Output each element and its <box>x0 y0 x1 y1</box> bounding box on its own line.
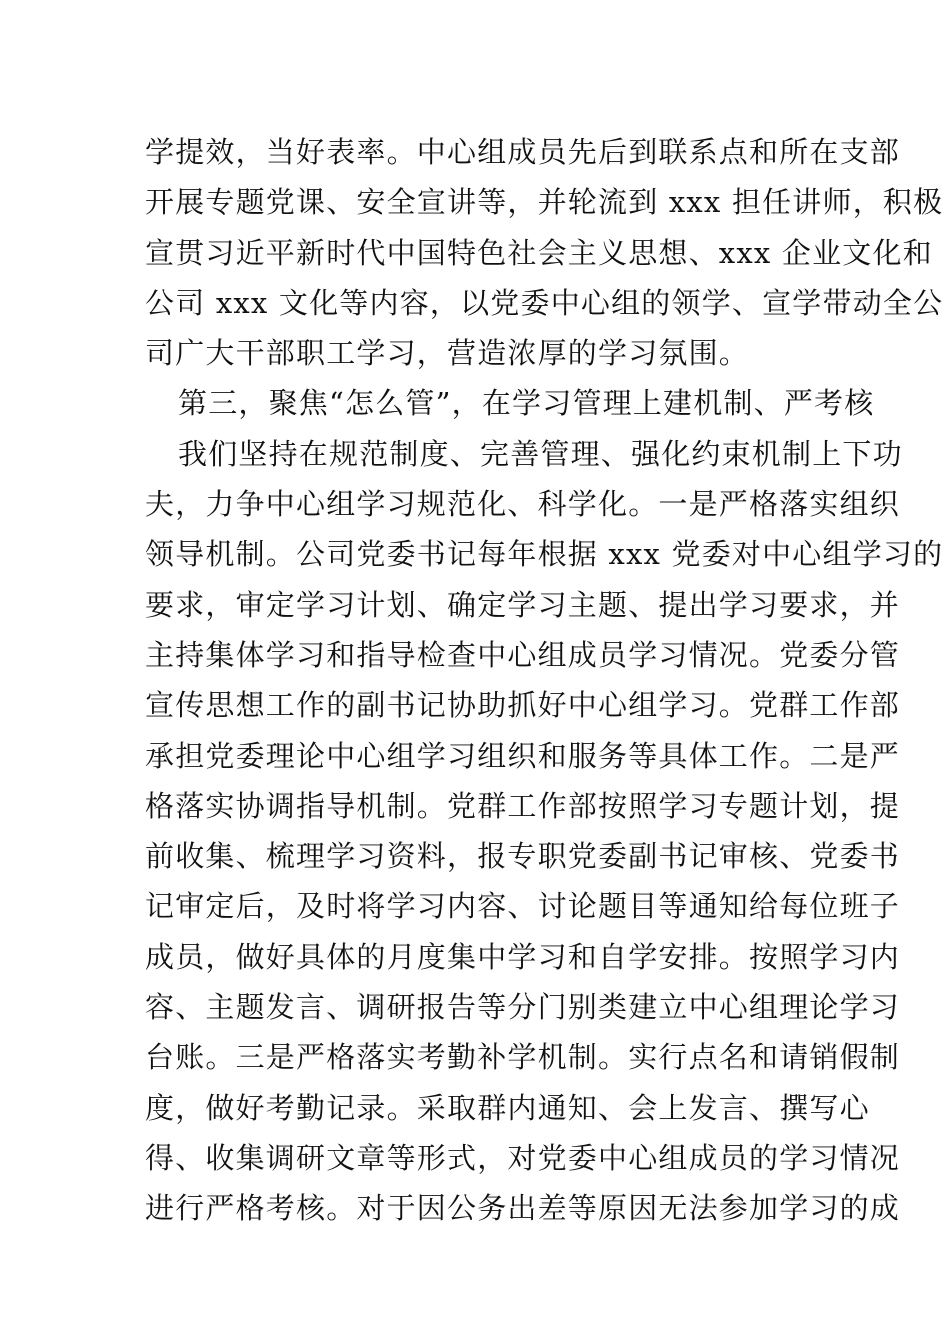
body-text <box>145 127 944 1234</box>
text-line: 开展专题党课、安全宣讲等，并轮流到 xxx 担任讲师，积极 <box>145 185 944 220</box>
text-line: 前收集、梳理学习资料，报专职党委副书记审核、党委书 <box>145 839 901 874</box>
text-line: 容、主题发言、调研报告等分门别类建立中心组理论学习 <box>145 990 901 1025</box>
text-line: 格落实协调指导机制。党群工作部按照学习专题计划，提 <box>145 788 901 823</box>
text-line: 记审定后，及时将学习内容、讨论题目等通知给每位班子 <box>145 889 901 924</box>
text-line: 主持集体学习和指导检查中心组成员学习情况。党委分管 <box>145 637 901 672</box>
text-line: 领导机制。公司党委书记每年根据 xxx 党委对中心组学习的 <box>145 537 944 572</box>
text-line: 承担党委理论中心组学习组织和服务等具体工作。二是严 <box>145 738 901 773</box>
section-heading: 第三，聚焦“怎么管”，在学习管理上建机制、严考核 <box>178 386 875 421</box>
text-line: 学提效，当好表率。中心组成员先后到联系点和所在支部 <box>145 135 901 169</box>
text-line: 进行严格考核。对于因公务出差等原因无法参加学习的成 <box>145 1191 901 1226</box>
text-line: 台账。三是严格落实考勤补学机制。实行点名和请销假制 <box>145 1040 901 1075</box>
text-line: 夫，力争中心组学习规范化、科学化。一是严格落实组织 <box>145 487 901 522</box>
text-line: 要求，审定学习计划、确定学习主题、提出学习要求，并 <box>145 587 901 622</box>
text-line: 公司 xxx 文化等内容，以党委中心组的领学、宣学带动全公 <box>145 285 944 320</box>
text-line: 司广大干部职工学习，营造浓厚的学习氛围。 <box>145 336 750 371</box>
text-line: 成员，做好具体的月度集中学习和自学安排。按照学习内 <box>145 939 901 974</box>
text-line: 宣传思想工作的副书记协助抓好中心组学习。党群工作部 <box>145 688 901 723</box>
paragraph-first-line: 我们坚持在规范制度、完善管理、强化约束机制上下功 <box>178 436 903 471</box>
text-line: 宣贯习近平新时代中国特色社会主义思想、xxx 企业文化和 <box>145 235 933 270</box>
text-line: 得、收集调研文章等形式，对党委中心组成员的学习情况 <box>145 1140 901 1175</box>
text-line: 度，做好考勤记录。采取群内通知、会上发言、撰写心 <box>145 1090 870 1125</box>
